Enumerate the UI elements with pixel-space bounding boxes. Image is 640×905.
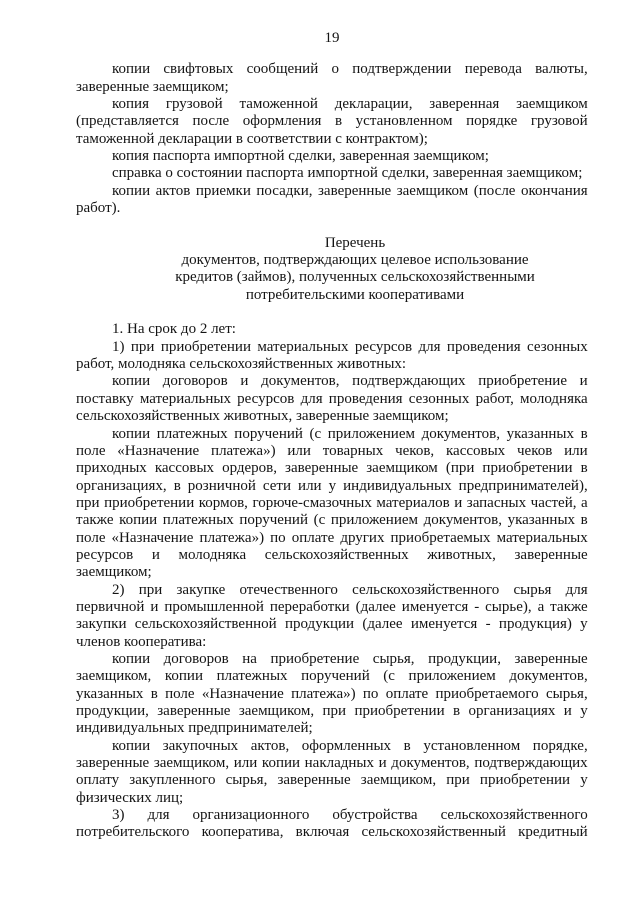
text-line: индивидуальных предпринимателей;	[76, 720, 313, 737]
heading-line: документов, подтверждающих целевое использование	[181, 252, 529, 269]
text-line: также копии платежных поручений (с приложением документов, указанных в	[76, 512, 588, 529]
paragraph	[76, 582, 588, 651]
text-line: заемщиком, копии платежных поручений (с приложением документов,	[76, 668, 588, 685]
text-line: заемщиком;	[76, 564, 152, 581]
page-number: 19	[324, 30, 340, 46]
text-line: работ).	[76, 200, 121, 217]
text-line: приходных кассовых ордеров, заверенные заемщиком (при приобретении в	[76, 460, 588, 477]
text-line: указанных в поле «Назначение платежа») по оплате приобретаемого сырья,	[76, 685, 588, 702]
text-line: ресурсов и молодняка сельскохозяйственных животных, заверенные	[76, 546, 588, 563]
text-line: 3) для организационного обустройства сельскохозяйственного	[112, 807, 588, 824]
paragraph	[76, 321, 588, 338]
paragraph	[76, 807, 588, 842]
list-heading	[76, 235, 588, 304]
text-line: копия паспорта импортной сделки, заверенная заемщиком;	[112, 148, 489, 165]
text-line: копии актов приемки посадки, заверенные заемщиком (после окончания	[112, 182, 588, 199]
text-line: заверенные заемщиком, или копии накладных и документов, подтверждающих	[76, 755, 588, 772]
blank-line	[76, 217, 588, 234]
paragraph	[76, 426, 588, 582]
text-line: поле «Назначение платежа») по оплате других приобретаемых материальных	[76, 529, 588, 546]
text-line: таможенной декларации в соответствии с контрактом);	[76, 130, 428, 147]
paragraph	[76, 183, 588, 218]
text-line: 2) при закупке отечественного сельскохозяйственного сырья для	[112, 581, 588, 598]
text-line: копии договоров на приобретение сырья, продукции, заверенные	[112, 650, 588, 667]
text-line: поле «Назначение платежа») или товарных чеков, кассовых чеков или	[76, 442, 588, 459]
text-line: заверенные заемщиком;	[76, 78, 229, 95]
text-line: копии договоров и документов, подтверждающих приобретение и	[112, 373, 588, 390]
text-line: копии платежных поручений (с приложением документов, указанных в	[112, 425, 588, 442]
text-line: при приобретении кормов, горюче-смазочных материалов и запасных частей, а	[76, 494, 588, 511]
paragraph	[76, 96, 588, 148]
text-line: 1) при приобретении материальных ресурсов для проведения сезонных	[112, 338, 588, 355]
text-line: закупки сельскохозяйственной продукции (далее именуется - продукция) у	[76, 616, 588, 633]
text-line: членов кооператива:	[76, 633, 207, 650]
paragraph	[76, 738, 588, 807]
text-line: первичной и промышленной переработки (далее именуется - сырье), а также	[76, 598, 588, 615]
text-line: копии свифтовых сообщений о подтверждении перевода валюты,	[112, 61, 588, 78]
text-line: копия грузовой таможенной декларации, заверенная заемщиком	[112, 95, 588, 112]
text-line: справка о состоянии паспорта импортной сделки, заверенная заемщиком;	[112, 165, 583, 182]
text-line: потребительского кооператива, включая сельскохозяйственный кредитный	[76, 824, 588, 841]
blank-line	[76, 304, 588, 321]
paragraph	[76, 148, 588, 165]
text-line: работ, молодняка сельскохозяйственных животных:	[76, 356, 407, 373]
paragraph	[76, 61, 588, 96]
paragraph	[76, 339, 588, 374]
document-body	[76, 61, 588, 841]
text-line: (представляется после оформления в установленном порядке грузовой	[76, 113, 588, 130]
text-line: сельскохозяйственных животных, заверенные заемщиком;	[76, 408, 449, 425]
heading-line: кредитов (займов), полученных сельскохозяйственными	[175, 269, 535, 286]
paragraph	[76, 165, 588, 182]
text-line: 1. На срок до 2 лет:	[112, 321, 236, 338]
text-line: организациях, в розничной сети или у индивидуальных предпринимателей),	[76, 477, 588, 494]
text-line: продукции, заверенные заемщиком, при приобретении в организациях и у	[76, 703, 588, 720]
text-line: поставку материальных ресурсов для проведения сезонных работ, молодняка	[76, 390, 588, 407]
text-line: физических лиц;	[76, 789, 184, 806]
paragraph	[76, 651, 588, 738]
text-line: копии закупочных актов, оформленных в установленном порядке,	[112, 737, 588, 754]
heading-line: потребительскими кооперативами	[245, 286, 465, 303]
paragraph	[76, 373, 588, 425]
heading-line: Перечень	[324, 234, 386, 251]
text-line: оплату закупленного сырья, заверенные заемщиком, при приобретении у	[76, 772, 588, 789]
